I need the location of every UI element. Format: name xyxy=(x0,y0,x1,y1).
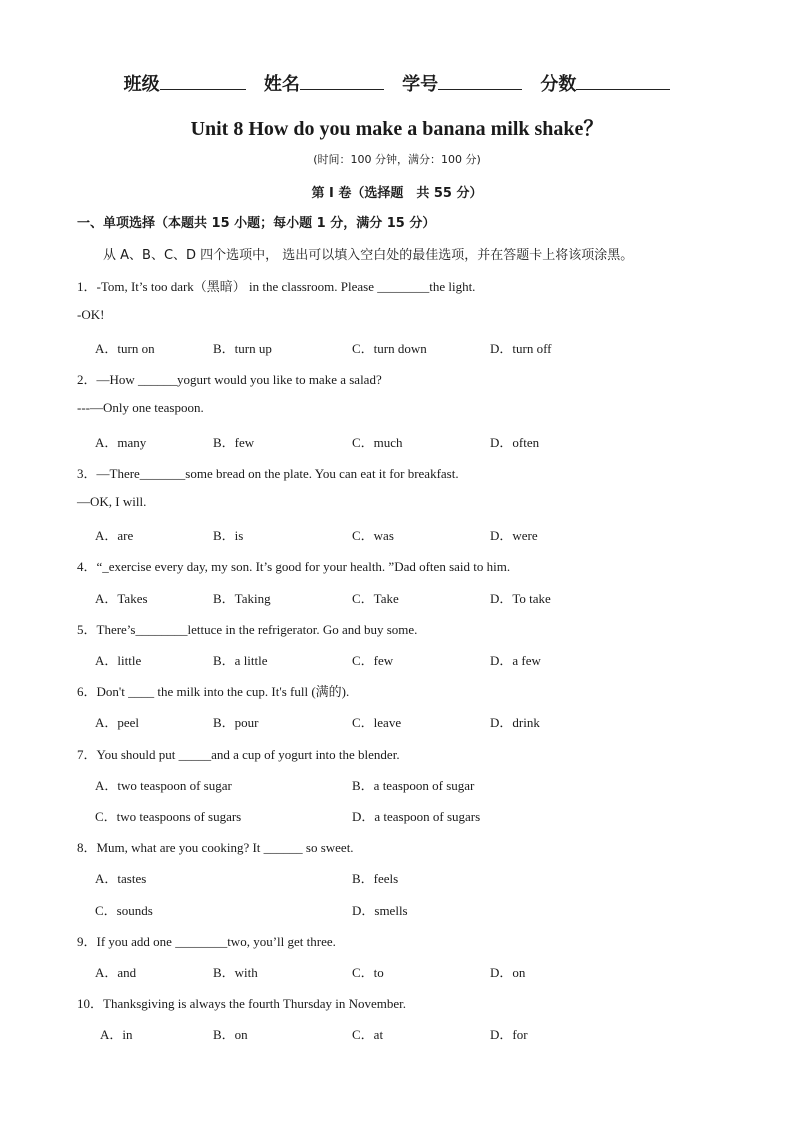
question-8-option-d: D．smells xyxy=(352,903,408,918)
question-6-option-b: B．pour xyxy=(213,715,259,730)
question-7-option-a: A．two teaspoon of sugar xyxy=(95,778,232,793)
question-2-option-d: D．often xyxy=(490,435,540,450)
question-3-stem: 3．—There_______some bread on the plate. You can eat it for breakfast. xyxy=(77,466,459,481)
question-4-option-d: D．To take xyxy=(490,591,551,606)
question-2-option-a: A．many xyxy=(95,435,147,450)
question-5-option-b: B．a little xyxy=(213,653,268,668)
question-1-reply: -OK! xyxy=(77,307,105,322)
question-9-option-d: D．on xyxy=(490,965,526,980)
instruction-text: 从 A、B、C、D 四个选项中， 选出可以填入空白处的最佳选项，并在答题卡上将该项涂黑。 xyxy=(103,248,634,263)
question-10-option-c: C．at xyxy=(352,1027,384,1042)
section-title: 一、单项选择（本题共 15 小题；每小题 1 分，满分 15 分） xyxy=(77,216,436,231)
question-1-stem: 1．-Tom, It’s too dark（黑暗） in the classroom. Please ________the light. xyxy=(77,279,476,294)
question-1-option-d: D．turn off xyxy=(490,341,552,356)
question-6-option-a: A．peel xyxy=(95,715,140,730)
student-id-label: 学号 xyxy=(402,74,439,95)
class-blank xyxy=(160,75,246,90)
question-4-option-c: C．Take xyxy=(352,591,399,606)
name-field xyxy=(264,74,384,95)
question-10-option-d: D．for xyxy=(490,1027,528,1042)
question-6-option-d: D．drink xyxy=(490,715,540,730)
question-2-option-b: B．few xyxy=(213,435,255,450)
question-5-option-a: A．little xyxy=(95,653,142,668)
question-9-option-c: C．to xyxy=(352,965,384,980)
question-10-option-a: A．in xyxy=(100,1027,133,1042)
name-blank xyxy=(300,75,384,90)
score-field xyxy=(540,74,670,95)
question-2-stem: 2．—How ______yogurt would you like to make a salad? xyxy=(77,372,382,387)
question-3-option-a: A．are xyxy=(95,528,134,543)
question-5-option-c: C．few xyxy=(352,653,394,668)
part-title: 第 I 卷（选择题 共 55 分） xyxy=(311,186,483,201)
name-label: 姓名 xyxy=(263,74,300,95)
student-info-header xyxy=(0,70,794,96)
question-5-option-d: D．a few xyxy=(490,653,541,668)
question-3-option-d: D．were xyxy=(490,528,538,543)
question-1-option-b: B．turn up xyxy=(213,341,272,356)
question-7-option-b: B．a teaspoon of sugar xyxy=(352,778,475,793)
question-1-option-c: C．turn down xyxy=(352,341,427,356)
question-8-option-a: A．tastes xyxy=(95,871,147,886)
question-3-option-b: B．is xyxy=(213,528,244,543)
question-7-option-c: C．two teaspoons of sugars xyxy=(95,809,242,824)
question-6-stem: 6．Don't ____ the milk into the cup. It's full (满的). xyxy=(77,684,350,699)
score-blank xyxy=(576,75,670,90)
score-label: 分数 xyxy=(540,74,577,95)
student-id-field xyxy=(402,74,522,95)
question-8-option-b: B．feels xyxy=(352,871,399,886)
question-8-option-c: C．sounds xyxy=(95,903,153,918)
question-7-option-d: D．a teaspoon of sugars xyxy=(352,809,481,824)
question-5-stem: 5．There’s________lettuce in the refrigerator. Go and buy some. xyxy=(77,622,418,637)
question-7-stem: 7．You should put _____and a cup of yogurt into the blender. xyxy=(77,747,400,762)
question-3-reply: —OK, I will. xyxy=(77,494,147,509)
class-field xyxy=(124,74,246,95)
time-note: (时间：100 分钟，满分：100 分) xyxy=(313,153,481,166)
question-9-option-b: B．with xyxy=(213,965,258,980)
question-6-option-c: C．leave xyxy=(352,715,402,730)
question-9-stem: 9．If you add one ________two, you’ll get three. xyxy=(77,934,336,949)
page-title: Unit 8 How do you make a banana milk shake？ xyxy=(190,118,604,140)
question-2-option-c: C．much xyxy=(352,435,403,450)
question-10-option-b: B．on xyxy=(213,1027,248,1042)
question-4-option-a: A．Takes xyxy=(95,591,148,606)
question-10-stem: 10．Thanksgiving is always the fourth Thursday in November. xyxy=(77,996,407,1011)
question-8-stem: 8．Mum, what are you cooking? It ______ so sweet. xyxy=(77,840,354,855)
question-2-reply: ---—Only one teaspoon. xyxy=(77,400,204,415)
class-label: 班级 xyxy=(123,74,160,95)
question-4-stem: 4．“_exercise every day, my son. It’s good for your health. ”Dad often said to him. xyxy=(77,559,511,574)
student-id-blank xyxy=(438,75,522,90)
question-4-option-b: B．Taking xyxy=(213,591,271,606)
question-1-option-a: A．turn on xyxy=(95,341,155,356)
question-3-option-c: C．was xyxy=(352,528,394,543)
question-9-option-a: A．and xyxy=(95,965,137,980)
